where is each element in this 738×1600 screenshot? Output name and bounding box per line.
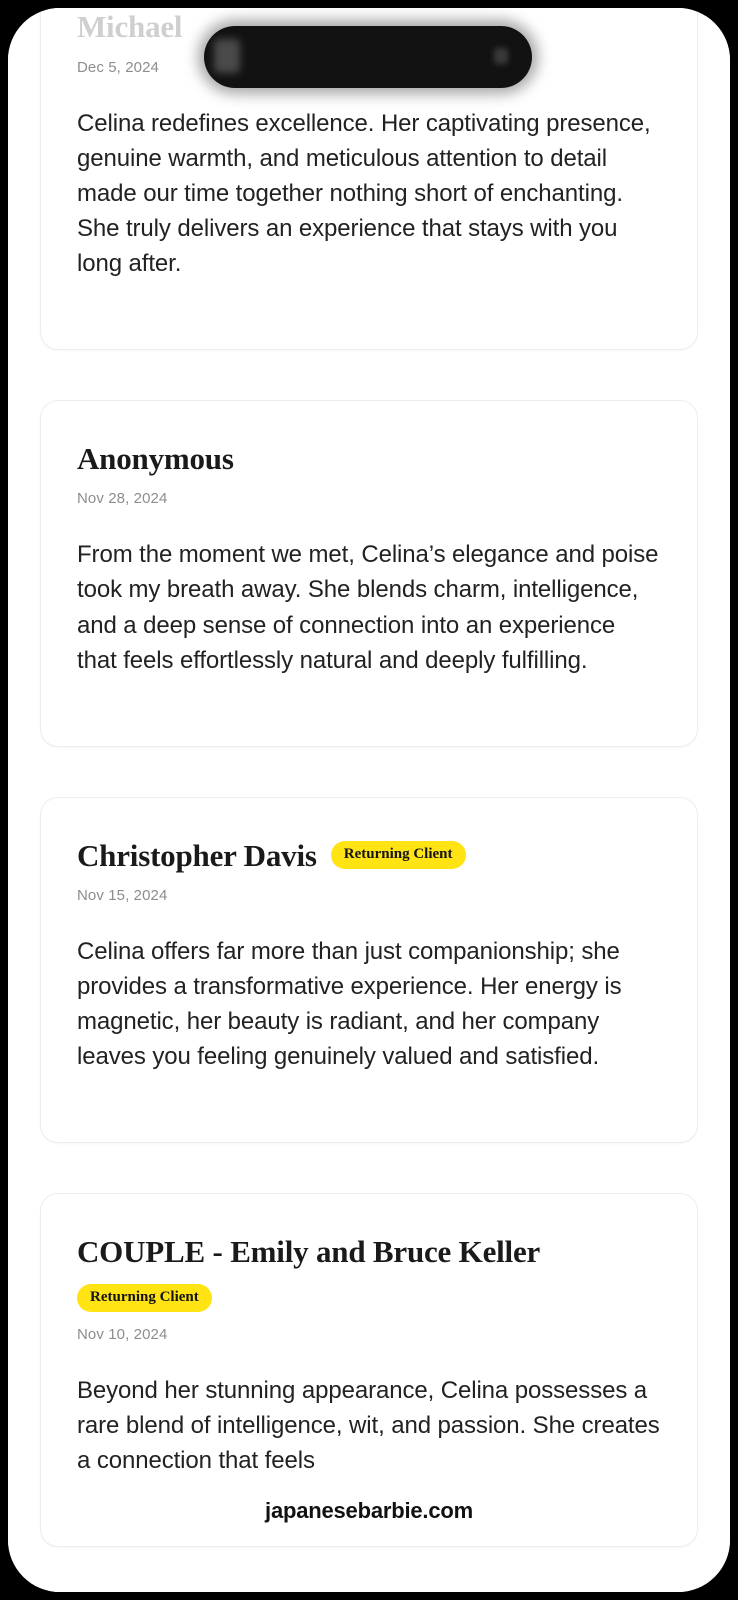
testimonial-quote: Celina offers far more than just companionship; she provides a transformative experience. Her energy is magnetic, her beauty is radiant, and her company leaves you feeling genuinely valued and satisfied. (77, 938, 622, 1071)
testimonial-date: Nov 28, 2024 (77, 490, 168, 508)
testimonial-date: Nov 15, 2024 (77, 887, 168, 905)
testimonial-date: Nov 10, 2024 (77, 1325, 168, 1343)
testimonial-quote: Celina redefines excellence. Her captivating presence, genuine warmth, and meticulous attention to detail made our time together nothing short of enchanting. She truly delivers an experience that stays with you long after. (77, 109, 651, 277)
site-watermark: japanesebarbie.com (239, 1486, 499, 1536)
testimonial-quote: Beyond her stunning appearance, Celina possesses a rare blend of intelligence, wit, and passion. She creates a connection that feels (77, 1376, 660, 1475)
status-badge: Returning Client (77, 1284, 212, 1312)
testimonial-header (77, 441, 661, 477)
testimonial-card (40, 797, 698, 1144)
testimonial-date: Dec 5, 2024 (77, 58, 159, 76)
client-name: Michael (77, 9, 183, 44)
status-badge: Returning Client (331, 841, 466, 869)
bottom-edge-fade (8, 1582, 730, 1592)
client-name: Anonymous (77, 440, 234, 476)
client-name: Christopher Davis (77, 837, 317, 873)
redacted-overlay (204, 26, 532, 88)
testimonial-header (77, 1234, 661, 1312)
redaction-blur-right (494, 48, 508, 64)
testimonials-scroll-area[interactable] (8, 8, 730, 1592)
testimonial-quote: From the moment we met, Celina’s elegance and poise took my breath away. She blends charm, intelligence, and a deep sense of connection into an experience that feels effortlessly natural and deeply fulfilling. (77, 541, 659, 674)
redaction-blur-left (214, 39, 240, 73)
phone-screen (8, 8, 730, 1592)
client-name: COUPLE - Emily and Bruce Keller (77, 1234, 541, 1270)
testimonial-header (77, 838, 661, 874)
testimonial-card (40, 400, 698, 747)
